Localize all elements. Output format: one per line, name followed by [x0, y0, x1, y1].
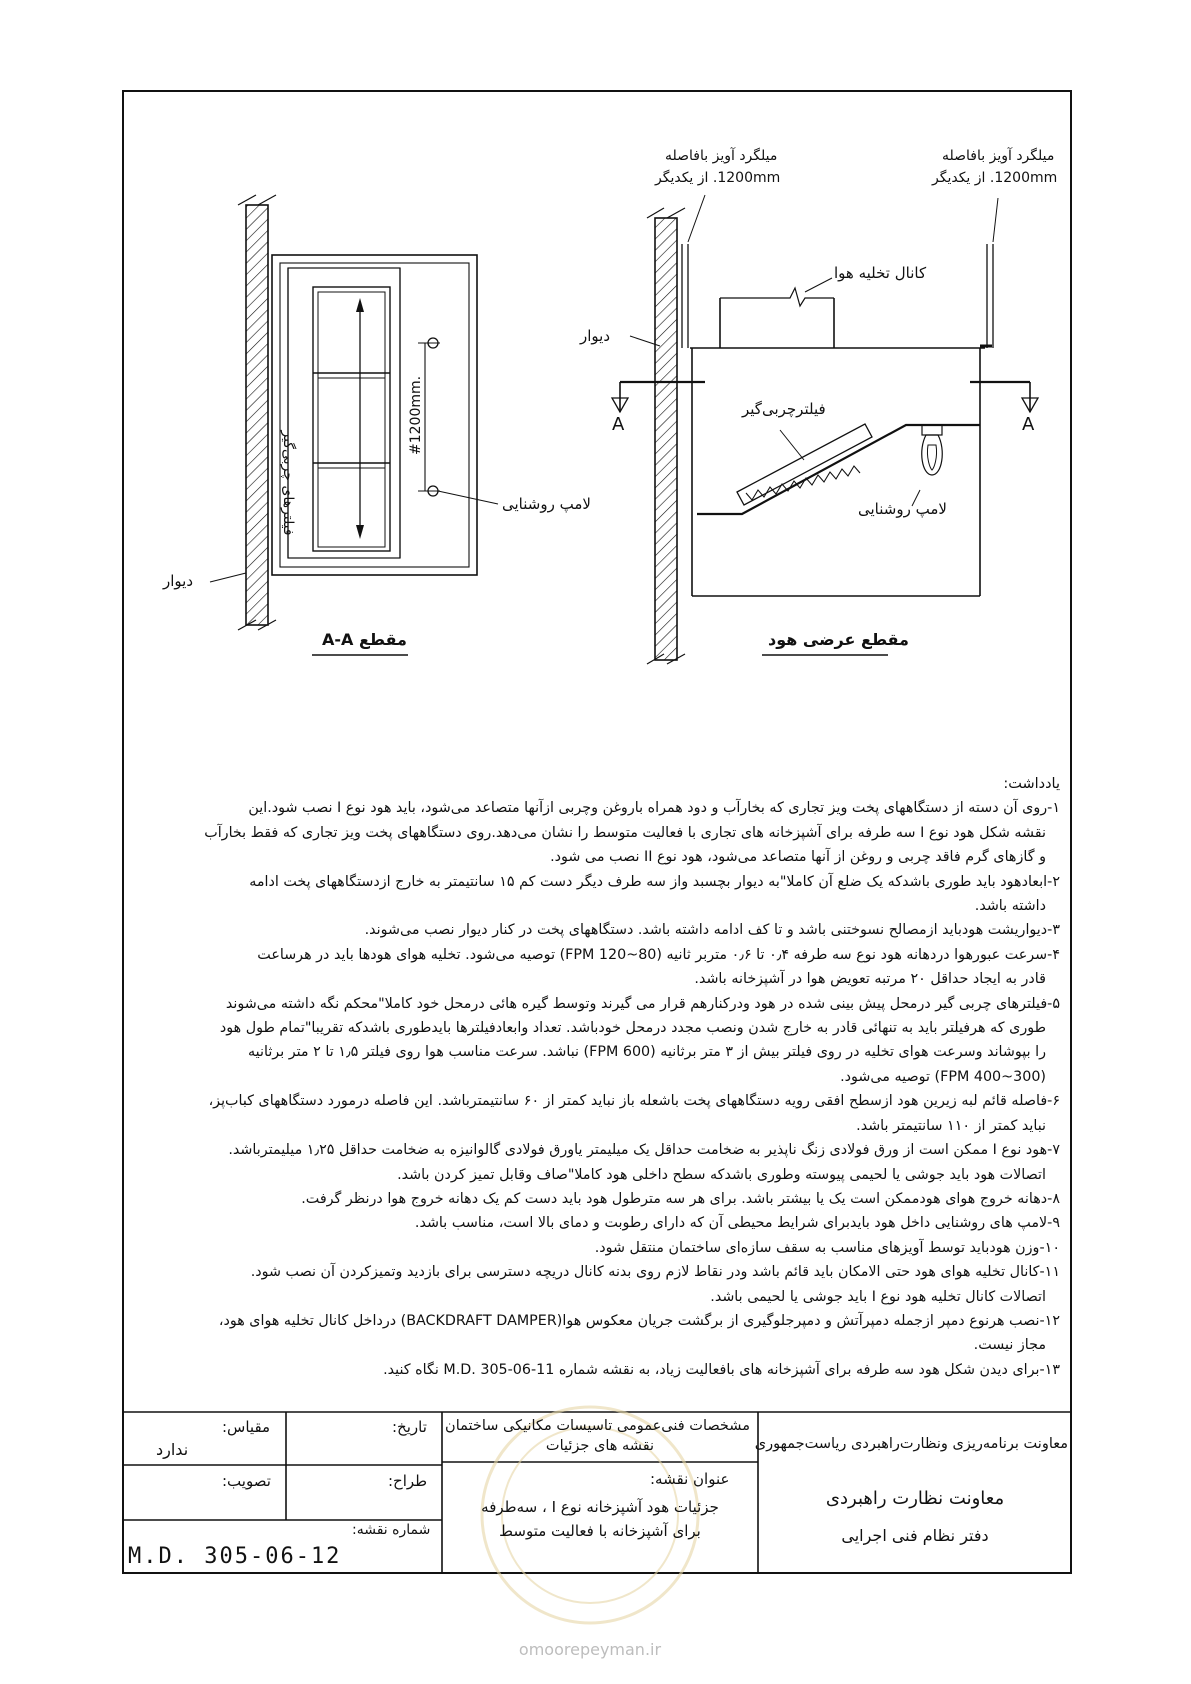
spec-title-line2: نقشه های جزئیات [545, 1438, 655, 1454]
grease-filters-vertical-label: فیلترهای چربی‌گیر [280, 430, 296, 536]
filter-frame [288, 268, 400, 558]
wall-label-left: دیوار [163, 572, 194, 590]
organization-line1: معاونت برنامه‌ریزی ونظارت‌راهبردی ریاست‌جمهوری [754, 1436, 1068, 1452]
watermark-text: omoorepeyman.ir [518, 1640, 662, 1659]
section-aa-view [210, 195, 498, 655]
dimension-label: #1200mm. [408, 375, 424, 455]
note-line: مجاز نیست. [973, 1337, 1046, 1354]
hood-outline-outer [272, 255, 477, 575]
note-line: ۱۳-برای دیدن شکل هود سه طرفه برای آشپزخانه های بافعالیت زیاد، به نقشه شماره M.D. 305-06-11 نگاه کنید. [383, 1361, 1060, 1378]
note-line: ۹-لامپ های روشنایی داخل هود بایدبرای شرایط محیطی آن که دارای رطوبت و دمای بالا است، مناسب باشد. [414, 1215, 1060, 1232]
note-line: نباید کمتر از ۱۱۰ سانتیمتر باشد. [856, 1117, 1046, 1134]
note-line: داشته باشد. [974, 898, 1046, 915]
note-line: ۶-فاصله قائم لبه زیرین هود ازسطح افقی رویه دستگاههای پخت باشعله باز نباید کمتر از ۶۰ سانتیمترباشد. این فاصله درمورد دستگاههای کباب‌پز، [208, 1093, 1060, 1110]
lamp-label-right: لامپ روشنایی [858, 500, 947, 518]
section-aa-title: مقطع A-A [322, 630, 407, 649]
rod-note-left-line2: 1200mm. از یکدیگر [655, 170, 781, 186]
note-line: اتصالات هود باید جوشی یا لحیمی پیوسته وطوری باشدکه سطح داخلی هود کاملا"صاف وقابل تمیز کردن باشد. [397, 1166, 1046, 1183]
note-line: ۱-روی آن دسته از دستگاههای پخت ویز تجاری که بخارآب و دود همراه باروغن وچربی ازآنها متصاعد می‌شود، باید هود نوع I نصب شود.این [248, 800, 1060, 817]
drawing-number-value: M.D. 305-06-12 [128, 1544, 342, 1569]
note-line: (300~400 FPM) توصیه می‌شود. [840, 1068, 1046, 1085]
note-line: ۳-دیواریشت هودباید ازمصالح نسوختنی باشد و تا کف ادامه داشته باشد. دستگاههای پخت در کنار دیوار نصب می‌شوند. [364, 922, 1060, 939]
drawing-title-label: عنوان نقشه: [650, 1470, 730, 1488]
organization-line3: دفتر نظام فنی اجرایی [841, 1526, 989, 1545]
note-line: ۸-دهانه خروج هوای هودممکن است یک یا بیشتر باشد. برای هر سه مترطول هود باید دست کم یک دهانه خروج هوا درنظر گرفت. [301, 1190, 1060, 1207]
date-label: تاریخ: [392, 1418, 427, 1436]
note-line: ۴-سرعت عبورهوا دردهانه هود نوع سه طرفه ۰٫۴ تا ۰٫۶ متربر ثانیه (80~120 FPM) توصیه می‌شود. تخلیه هوای هودها باید در هرساعت [257, 946, 1060, 963]
wall-hatch-right [655, 218, 677, 660]
grease-filter-label: فیلترچربی‌گیر [742, 400, 826, 418]
notes-heading: یادداشت: [1003, 776, 1060, 792]
note-line: اتصالات کانال تخلیه هود نوع I باید جوشی یا لحیمی باشد. [710, 1288, 1046, 1305]
section-marker-a-left: A [612, 414, 625, 435]
wall-label-right: دیوار [580, 327, 611, 345]
note-line: ۷-هود نوع I ممکن است از ورق فولادی زنگ ناپذیر به ضخامت حداقل یک میلیمتر یاورق فولادی گالوانیزه به ضخامت حداقل ۱٫۲۵ میلیمترباشد. [228, 1142, 1060, 1159]
cross-section-view [612, 195, 1038, 664]
rod-note-right-line2: 1200mm. از یکدیگر [932, 170, 1058, 186]
note-line: نقشه شکل هود نوع I سه طرفه برای آشپزخانه های تجاری با فعالیت متوسط را نشان می‌دهد.روی دستگاههای پخت ویز تجاری که فقط بخارآب [204, 824, 1046, 841]
note-line: ۱۰-وزن هودباید توسط آویزهای مناسب به سقف سازه‌ای ساختمان منتقل شود. [594, 1239, 1060, 1256]
scale-value: ندارد [156, 1440, 189, 1459]
note-line: ۵-فیلترهای چربی گیر درمحل پیش بینی شده در هود ودرکنارهم قرار می گیرند وتوسط گیره هائی درمحل خود کاملا"محکم نگه داشته می‌شوند [225, 995, 1060, 1012]
exhaust-duct-label: کانال تخلیه هوا [834, 264, 927, 282]
scale-label: مقیاس: [222, 1418, 271, 1436]
note-line: طوری که هرفیلتر باید به تنهائی قادر به خارج شدن ونصب مجدد درمحل خودباشد. تعداد وابعادفیلترها بایدطوری باشدکه تقریبا"تمام طول هود [219, 1020, 1046, 1037]
drawing-title-line1: جزئیات هود آشپزخانه نوع I ، سه‌طرفه [481, 1498, 719, 1516]
note-line: ۱۱-کانال تخلیه هوای هود حتی الامکان باید قائم باشد ودر نقاط لازم روی بدنه کانال دریچه دسترسی برای بازدید وتمیزکردن آن نصب شود. [250, 1264, 1060, 1281]
wall-hatch-left [246, 205, 268, 625]
cross-section-title: مقطع عرضی هود [768, 630, 909, 649]
note-line: را بپوشاند وسرعت هوای تخلیه در روی فیلتر بیش از ۳ متر برثانیه (600 FPM) نباشد. سرعت مناسب هوا روی فیلتر ۱٫۵ تا ۲ متر برثانیه [248, 1044, 1046, 1061]
rod-note-left-line1: میلگرد آویز بافاصله [665, 148, 778, 164]
rod-note-right-line1: میلگرد آویز بافاصله [942, 148, 1055, 164]
spec-title-line1: مشخصات فنی‌عمومی تاسیسات مکانیکی ساختمان [445, 1418, 750, 1434]
approval-label: تصویب: [222, 1472, 271, 1490]
section-marker-a-right: A [1022, 414, 1035, 435]
note-line: ۲-ابعادهود باید طوری باشدکه یک ضلع آن کاملا"به دیوار بچسبد واز سه طرف دیگر دست کم ۱۵ سانتیمتر به خارج ازدستگاههای پخت ادامه [249, 873, 1060, 890]
drawing-title-line2: برای آشپزخانه با فعالیت متوسط [499, 1522, 701, 1540]
note-line: ۱۲-نصب هرنوع دمپر ازجمله دمپرآتش و دمپرجلوگیری از برگشت جریان معکوس هوا(BACKDRAFT DAMPER) درداخل کانال تخلیه هوای هود، [218, 1312, 1060, 1329]
note-line: قادر به ایجاد حداقل ۲۰ مرتبه تعویض هوا در آشپزخانه باشد. [694, 971, 1046, 988]
designer-label: طراح: [388, 1472, 428, 1490]
organization-line2: معاونت نظارت راهبردی [825, 1488, 1005, 1509]
lamp-label-left: لامپ روشنایی [502, 495, 591, 513]
drawing-number-label: شماره نقشه: [352, 1522, 431, 1538]
notes-section [135, 772, 1060, 1382]
note-line: و گازهای گرم فاقد چربی و روغن از آنها متصاعد می‌شود، هود نوع II نصب می شود. [550, 849, 1046, 866]
